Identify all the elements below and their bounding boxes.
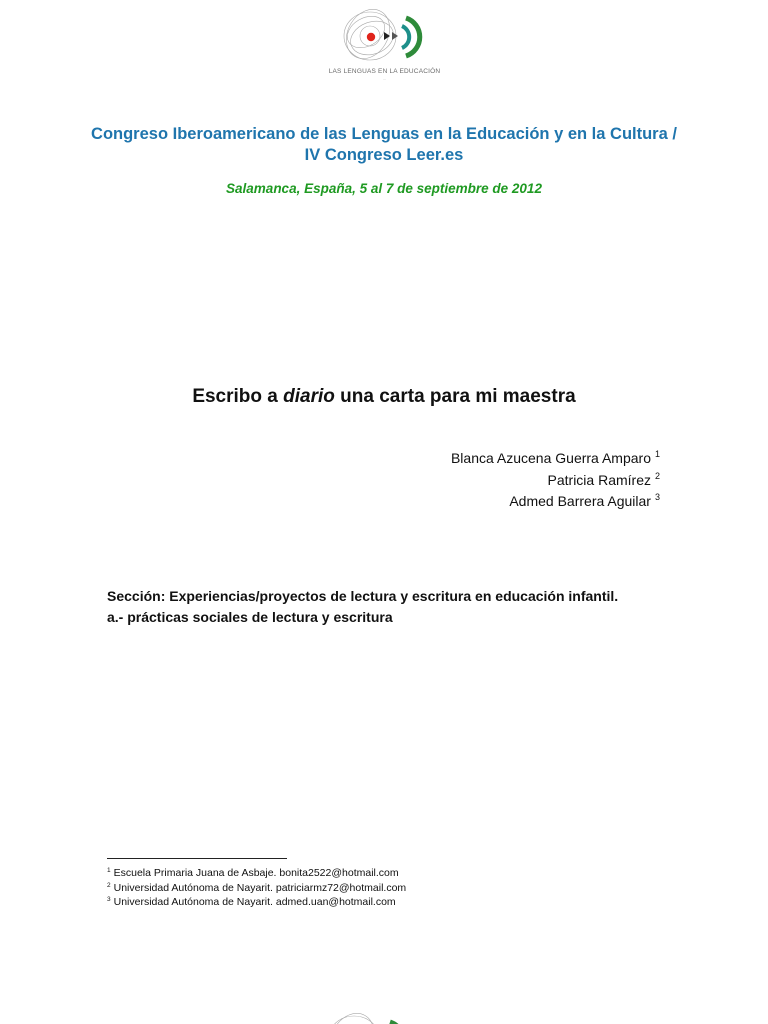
logo-caption: LAS LENGUAS EN LA EDUCACIÓN xyxy=(328,68,441,75)
footnote-mark: 1 xyxy=(107,867,111,874)
author-name: Blanca Azucena Guerra Amparo xyxy=(450,450,651,466)
footnote-mark: 2 xyxy=(107,881,111,889)
author-name: Admed Barrera Aguilar xyxy=(509,493,651,509)
section-line-1: Sección: Experiencias/proyectos de lectura y escritura en educación infantil. xyxy=(107,588,619,604)
author-2 xyxy=(300,468,660,490)
paper-title-italic: diario xyxy=(283,386,335,407)
conference-logo xyxy=(328,0,441,92)
paper-title-part-2: una carta para mi maestra xyxy=(334,386,576,407)
footnote-mark: 3 xyxy=(107,896,111,903)
next-page-logo-fragment xyxy=(312,1004,425,1024)
conference-place-date: Salamanca, España, 5 al 7 de septiembre de 2012 xyxy=(226,181,542,196)
paper-title xyxy=(90,386,678,408)
footnote-divider xyxy=(107,858,287,859)
author-name: Patricia Ramírez xyxy=(547,471,651,488)
author-list xyxy=(300,446,660,511)
footnote-2 xyxy=(107,880,667,895)
footnote-text: Escuela Primaria Juana de Asbaje. bonita2522@hotmail.com xyxy=(113,867,399,879)
logo-graphic-icon xyxy=(312,1004,425,1024)
conference-title: Congreso Iberoamericano de las Lenguas en la Educación y en la Cultura / IV Congreso Leer.es xyxy=(91,125,677,164)
footnote-1 xyxy=(107,865,667,880)
author-3 xyxy=(300,489,660,511)
logo-subcaption: ... xyxy=(383,77,386,81)
footnote-text: Universidad Autónoma de Nayarit. admed.uan@hotmail.com xyxy=(113,896,396,908)
section-line-2: a.- prácticas sociales de lectura y escritura xyxy=(107,609,393,625)
footnote-text: Universidad Autónoma de Nayarit. patriciarmz72@hotmail.com xyxy=(113,881,407,894)
footnote-mark: 3 xyxy=(654,492,660,502)
section-heading xyxy=(107,586,677,628)
logo-graphic-icon xyxy=(328,0,441,68)
footnote-list xyxy=(107,865,667,909)
footnote-mark: 1 xyxy=(654,449,660,459)
author-1 xyxy=(300,446,660,468)
paper-title-part-1: Escribo a xyxy=(192,386,284,407)
footnote-mark: 2 xyxy=(654,470,660,481)
footnote-3 xyxy=(107,894,667,909)
